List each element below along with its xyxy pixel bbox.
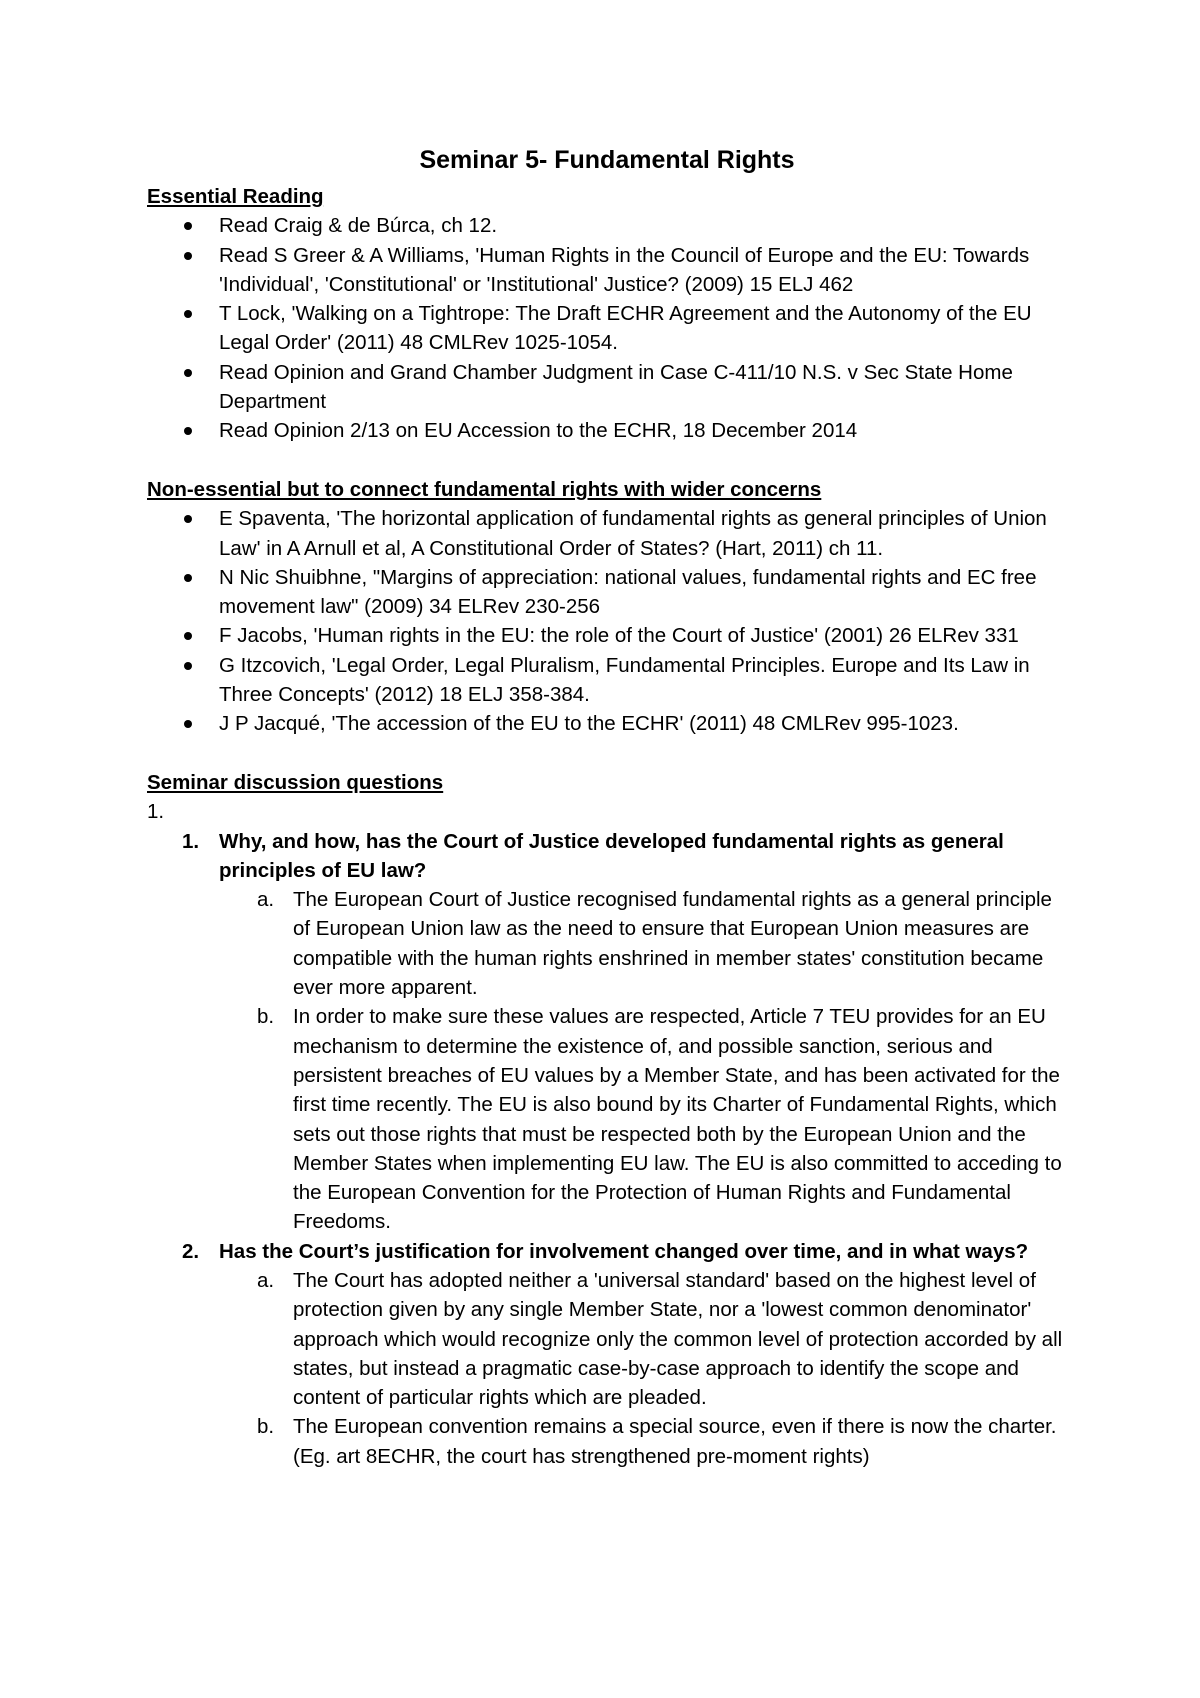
list-item-text: Read Opinion and Grand Chamber Judgment in Case C-411/10 N.S. v Sec State Home Department: [219, 360, 1013, 414]
list-item-text: F Jacobs, 'Human rights in the EU: the role of the Court of Justice' (2001) 26 ELRev 331: [219, 624, 1019, 648]
bullet-icon: [184, 662, 192, 670]
answer-item: [147, 1002, 1067, 1236]
list-item: [147, 358, 1067, 417]
bullet-icon: [184, 222, 192, 230]
blank-line: [147, 446, 1067, 475]
blank-line: [147, 739, 1067, 768]
list-item-text: J P Jacqué, 'The accession of the EU to the ECHR' (2011) 48 CMLRev 995-1023.: [219, 712, 959, 736]
list-item: [147, 416, 1067, 445]
question-text: Has the Court’s justification for involvement changed over time, and in what ways?: [219, 1239, 1029, 1263]
list-item: [147, 211, 1067, 240]
essential-reading-heading: Essential Reading: [147, 185, 324, 208]
question-number: 1.: [182, 829, 200, 853]
answer-item: [147, 1412, 1067, 1471]
list-item: [147, 651, 1067, 710]
answer-letter: a.: [257, 1268, 275, 1292]
list-item-text: N Nic Shuibhne, "Margins of appreciation: national values, fundamental rights and EC free movement law" (2009) 34 ELRev 230-256: [219, 565, 1037, 619]
discussion-heading: Seminar discussion questions: [147, 770, 444, 794]
answer-text: The European convention remains a special source, even if there is now the charter. (Eg. art 8ECHR, the court has strengthened pre-moment rights): [293, 1415, 1057, 1468]
answer-item: [147, 885, 1067, 1002]
bullet-icon: [184, 515, 192, 523]
answer-item: [147, 1266, 1067, 1412]
list-item: [147, 709, 1067, 738]
bullet-icon: [184, 310, 192, 318]
bullet-icon: [184, 252, 192, 260]
answer-letter: b.: [257, 1005, 275, 1029]
question-item: [147, 827, 1067, 886]
non-essential-heading: Non-essential but to connect fundamental rights with wider concerns: [147, 477, 822, 501]
list-item-text: Read Craig & de Búrca, ch 12.: [219, 214, 498, 238]
question-item: [147, 1237, 1067, 1266]
answer-text: The European Court of Justice recognised fundamental rights as a general principle of European Union law as the need to ensure that European Union measures are compatible with the human rights enshrined in member states' constitution became ever more apparent.: [293, 888, 1052, 1000]
list-item-text: T Lock, 'Walking on a Tightrope: The Draft ECHR Agreement and the Autonomy of the EU Legal Order' (2011) 48 CMLRev 1025-1054.: [219, 302, 1032, 355]
bullet-icon: [184, 574, 192, 582]
list-item-text: Read Opinion 2/13 on EU Accession to the ECHR, 18 December 2014: [219, 419, 858, 443]
bullet-icon: [184, 632, 192, 640]
page-title: Seminar 5- Fundamental Rights: [419, 146, 795, 174]
question-number: 2.: [182, 1239, 200, 1263]
answer-letter: a.: [257, 888, 275, 912]
bullet-icon: [184, 720, 192, 728]
answer-letter: b.: [257, 1415, 275, 1439]
list-item: [147, 621, 1067, 650]
stray-number: 1.: [147, 800, 165, 824]
list-item: [147, 299, 1067, 358]
list-item: [147, 241, 1067, 300]
list-item-text: G Itzcovich, 'Legal Order, Legal Pluralism, Fundamental Principles. Europe and Its Law in Three Concepts' (2012) 18 ELJ 358-384.: [219, 653, 1030, 707]
list-item: [147, 563, 1067, 622]
list-item-text: E Spaventa, 'The horizontal application of fundamental rights as general principles of Union Law' in A Arnull et al, A Constitutional Order of States? (Hart, 2011) ch 11.: [219, 507, 1047, 560]
answer-text: In order to make sure these values are respected, Article 7 TEU provides for an EU mechanism to determine the existence of, and possible sanction, serious and persistent breaches of EU values by a Member State, and has been activated for the first time recently. The EU is also bound by its Charter of Fundamental Rights, which sets out those rights that must be respected both by the European Union and the Member States when implementing EU law. The EU is also committed to acceding to the European Convention for the Protection of Human Rights and Fundamental Freedoms.: [293, 1005, 1062, 1234]
answer-text: The Court has adopted neither a 'universal standard' based on the highest level of protection given by any single Member State, nor a 'lowest common denominator' approach which would recognize only the common level of protection accorded by all states, but instead a pragmatic case-by-case approach to identify the scope and content of particular rights which are pleaded.: [293, 1268, 1063, 1410]
bullet-icon: [184, 427, 192, 435]
question-text: Why, and how, has the Court of Justice developed fundamental rights as general principles of EU law?: [219, 829, 1004, 882]
document-content: [147, 142, 1067, 1471]
list-item: [147, 504, 1067, 563]
bullet-icon: [184, 369, 192, 377]
non-essential-list: [147, 504, 1067, 738]
list-item-text: Read S Greer & A Williams, 'Human Rights in the Council of Europe and the EU: Towards 'Individual', 'Constitutional' or 'Institutional' Justice? (2009) 15 ELJ 462: [219, 243, 1030, 296]
essential-reading-list: [147, 211, 1067, 445]
